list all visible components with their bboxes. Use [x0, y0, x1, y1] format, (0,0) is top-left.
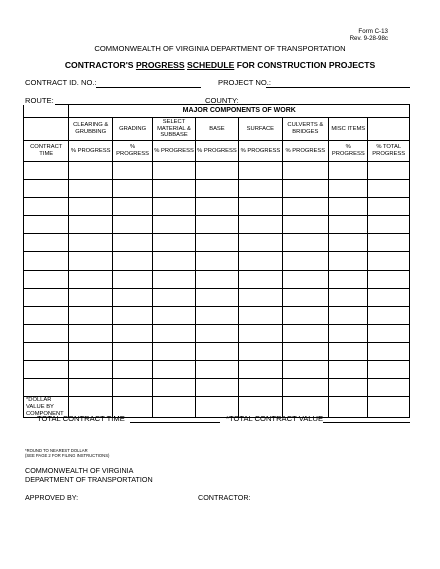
table-cell[interactable]: [195, 234, 238, 252]
table-cell[interactable]: [153, 288, 195, 306]
column-header-row: [24, 141, 410, 162]
footer-department: DEPARTMENT OF TRANSPORTATION: [25, 475, 153, 484]
contract-id-field[interactable]: [96, 87, 201, 88]
table-cell[interactable]: [368, 234, 410, 252]
pct-progress-header: % PROGRESS: [239, 141, 282, 162]
pct-progress-header: % PROGRESS: [153, 141, 195, 162]
table-cell[interactable]: [368, 252, 410, 270]
title-part2: FOR CONSTRUCTION PROJECTS: [234, 60, 376, 70]
table-cell[interactable]: [329, 397, 368, 418]
table-cell[interactable]: [69, 288, 112, 306]
table-cell[interactable]: [282, 361, 328, 379]
department-heading: COMMONWEALTH OF VIRGINIA DEPARTMENT OF TRANSPORTATION: [94, 44, 346, 53]
table-cell[interactable]: [239, 288, 282, 306]
component-culverts: CULVERTS & BRIDGES: [282, 118, 328, 141]
table-cell[interactable]: [368, 216, 410, 234]
table-cell[interactable]: [153, 361, 195, 379]
table-cell[interactable]: [153, 216, 195, 234]
county-label: COUNTY:: [205, 96, 239, 105]
pct-progress-header: % PROGRESS: [112, 141, 152, 162]
table-cell[interactable]: [69, 324, 112, 342]
table-cell[interactable]: [282, 342, 328, 360]
table-cell[interactable]: [24, 288, 69, 306]
table-cell[interactable]: [69, 162, 112, 180]
corner-cell: [24, 105, 69, 118]
table-cell[interactable]: [69, 361, 112, 379]
table-cell[interactable]: [282, 306, 328, 324]
table-cell[interactable]: [153, 234, 195, 252]
component-blank-cell: [24, 118, 69, 141]
table-cell[interactable]: [282, 324, 328, 342]
title-part1: CONTRACTOR'S: [64, 60, 136, 70]
table-cell[interactable]: [368, 288, 410, 306]
table-cell[interactable]: [153, 342, 195, 360]
table-cell[interactable]: [282, 270, 328, 288]
table-cell[interactable]: [153, 162, 195, 180]
table-cell[interactable]: [24, 324, 69, 342]
table-cell[interactable]: [195, 216, 238, 234]
table-cell[interactable]: [24, 306, 69, 324]
table-row: [24, 342, 410, 360]
table-row: [24, 379, 410, 397]
table-cell[interactable]: [24, 379, 69, 397]
component-total-blank: [368, 118, 410, 141]
contract-time-header: CONTRACT TIME: [24, 141, 69, 162]
component-select-material: SELECT MATERIAL & SUBBASE: [153, 118, 195, 141]
table-cell[interactable]: [69, 198, 112, 216]
table-cell[interactable]: [195, 324, 238, 342]
contractor-label: CONTRACTOR:: [198, 493, 251, 502]
table-cell[interactable]: [112, 379, 152, 397]
table-row: [24, 216, 410, 234]
table-cell[interactable]: [153, 252, 195, 270]
table-cell[interactable]: [112, 180, 152, 198]
component-base: BASE: [195, 118, 238, 141]
table-cell[interactable]: [239, 180, 282, 198]
table-cell[interactable]: [24, 216, 69, 234]
table-cell[interactable]: [368, 180, 410, 198]
total-contract-value-label: *TOTAL CONTRACT VALUE: [226, 414, 324, 423]
round-note: *ROUND TO NEAREST DOLLAR: [25, 448, 88, 453]
table-cell[interactable]: [239, 216, 282, 234]
form-title: [0, 60, 440, 70]
table-cell[interactable]: [329, 324, 368, 342]
pct-progress-header: % PROGRESS: [69, 141, 112, 162]
table-cell[interactable]: [329, 198, 368, 216]
table-cell[interactable]: [239, 270, 282, 288]
table-cell[interactable]: [112, 306, 152, 324]
project-no-field[interactable]: [266, 87, 410, 88]
major-heading-row: [24, 105, 410, 118]
table-cell[interactable]: [153, 198, 195, 216]
route-label: ROUTE:: [25, 96, 54, 105]
table-cell[interactable]: [153, 379, 195, 397]
table-row: [24, 198, 410, 216]
table-cell[interactable]: [153, 180, 195, 198]
table-cell[interactable]: [24, 252, 69, 270]
table-cell[interactable]: [329, 180, 368, 198]
table-row: [24, 234, 410, 252]
approved-by-label: APPROVED BY:: [25, 493, 79, 502]
table-cell[interactable]: [368, 162, 410, 180]
table-cell[interactable]: [282, 216, 328, 234]
table-cell[interactable]: [153, 306, 195, 324]
table-cell[interactable]: [195, 306, 238, 324]
pct-progress-header: % PROGRESS: [329, 141, 368, 162]
table-cell[interactable]: [195, 361, 238, 379]
table-cell[interactable]: [282, 252, 328, 270]
table-cell[interactable]: [239, 361, 282, 379]
table-cell[interactable]: [69, 252, 112, 270]
table-cell[interactable]: [195, 342, 238, 360]
component-row: [24, 118, 410, 141]
table-row: [24, 306, 410, 324]
table-cell[interactable]: [329, 379, 368, 397]
table-cell[interactable]: [368, 397, 410, 418]
table-cell[interactable]: [282, 234, 328, 252]
table-cell[interactable]: [368, 270, 410, 288]
table-cell[interactable]: [69, 216, 112, 234]
table-cell[interactable]: [24, 361, 69, 379]
table-cell[interactable]: [69, 270, 112, 288]
table-cell[interactable]: [368, 342, 410, 360]
component-grading: GRADING: [112, 118, 152, 141]
table-cell[interactable]: [329, 361, 368, 379]
table-cell[interactable]: [329, 342, 368, 360]
form-id-block: [350, 28, 388, 42]
table-row: [24, 324, 410, 342]
table-row: [24, 252, 410, 270]
table-cell[interactable]: [24, 162, 69, 180]
contract-id-label: CONTRACT ID. NO.:: [25, 78, 97, 87]
table-cell[interactable]: [282, 379, 328, 397]
total-contract-time-field[interactable]: [130, 422, 220, 423]
table-cell[interactable]: [24, 234, 69, 252]
table-cell[interactable]: [282, 198, 328, 216]
table-cell[interactable]: [368, 361, 410, 379]
footer-commonwealth: COMMONWEALTH OF VIRGINIA: [25, 466, 134, 475]
component-surface: SURFACE: [239, 118, 282, 141]
table-cell[interactable]: [69, 306, 112, 324]
component-misc: MISC ITEMS: [329, 118, 368, 141]
table-cell[interactable]: [112, 252, 152, 270]
table-cell[interactable]: [368, 379, 410, 397]
table-cell[interactable]: [112, 288, 152, 306]
table-cell[interactable]: [153, 324, 195, 342]
table-row: [24, 180, 410, 198]
table-cell[interactable]: [69, 342, 112, 360]
table-cell[interactable]: [112, 270, 152, 288]
table-cell[interactable]: [239, 342, 282, 360]
table-cell[interactable]: [112, 342, 152, 360]
table-cell[interactable]: [24, 198, 69, 216]
table-cell[interactable]: [329, 306, 368, 324]
title-schedule: SCHEDULE: [187, 60, 235, 70]
pct-total-progress-header: % TOTAL PROGRESS: [368, 141, 410, 162]
table-cell[interactable]: [239, 252, 282, 270]
table-cell[interactable]: [112, 234, 152, 252]
form-revision: Rev. 9-28-98c: [349, 35, 388, 42]
table-cell[interactable]: [112, 324, 152, 342]
table-cell[interactable]: [195, 162, 238, 180]
table-cell[interactable]: [112, 361, 152, 379]
progress-table: [23, 104, 410, 418]
table-cell[interactable]: [195, 270, 238, 288]
table-cell[interactable]: [195, 379, 238, 397]
table-cell[interactable]: [69, 379, 112, 397]
table-cell[interactable]: [282, 180, 328, 198]
table-cell[interactable]: [24, 342, 69, 360]
table-cell[interactable]: [195, 198, 238, 216]
table-cell[interactable]: [329, 216, 368, 234]
table-cell[interactable]: [24, 270, 69, 288]
table-cell[interactable]: [368, 198, 410, 216]
table-cell[interactable]: [368, 324, 410, 342]
table-cell[interactable]: [282, 288, 328, 306]
table-cell[interactable]: [239, 234, 282, 252]
table-cell[interactable]: [24, 180, 69, 198]
table-row: [24, 162, 410, 180]
table-row: [24, 288, 410, 306]
table-cell[interactable]: [153, 397, 195, 418]
table-cell[interactable]: [329, 252, 368, 270]
total-contract-value-field[interactable]: [323, 422, 410, 423]
data-rows: [24, 162, 410, 397]
pct-progress-header: % PROGRESS: [195, 141, 238, 162]
table-cell[interactable]: [239, 324, 282, 342]
table-cell[interactable]: [239, 379, 282, 397]
component-clearing: CLEARING & GRUBBING: [69, 118, 112, 141]
form-number: Form C-13: [358, 28, 388, 35]
total-contract-time-label: TOTAL CONTRACT TIME: [37, 414, 125, 423]
table-cell[interactable]: [329, 288, 368, 306]
table-cell[interactable]: [195, 252, 238, 270]
major-components-heading: MAJOR COMPONENTS OF WORK: [69, 105, 410, 118]
table-cell[interactable]: [153, 270, 195, 288]
table-cell[interactable]: [368, 306, 410, 324]
title-progress: PROGRESS: [135, 60, 185, 70]
table-cell[interactable]: [239, 306, 282, 324]
table-row: [24, 270, 410, 288]
table-cell[interactable]: [239, 198, 282, 216]
table-cell[interactable]: [69, 234, 112, 252]
table-cell[interactable]: [329, 270, 368, 288]
table-cell[interactable]: [239, 162, 282, 180]
table-row: [24, 361, 410, 379]
table-cell[interactable]: [329, 234, 368, 252]
table-cell[interactable]: [282, 162, 328, 180]
table-cell[interactable]: [112, 216, 152, 234]
filing-instructions-note: (SEE PAGE 2 FOR FILING INSTRUCTIONS): [25, 453, 110, 458]
pct-progress-header: % PROGRESS: [282, 141, 328, 162]
dollar-value-label: *DOLLAR VALUE BY COMPONENT: [24, 397, 69, 418]
table-cell[interactable]: [69, 180, 112, 198]
table-cell[interactable]: [195, 180, 238, 198]
table-cell[interactable]: [112, 198, 152, 216]
table-cell[interactable]: [329, 162, 368, 180]
table-cell[interactable]: [112, 162, 152, 180]
table-cell[interactable]: [195, 288, 238, 306]
project-no-label: PROJECT NO.:: [218, 78, 272, 87]
